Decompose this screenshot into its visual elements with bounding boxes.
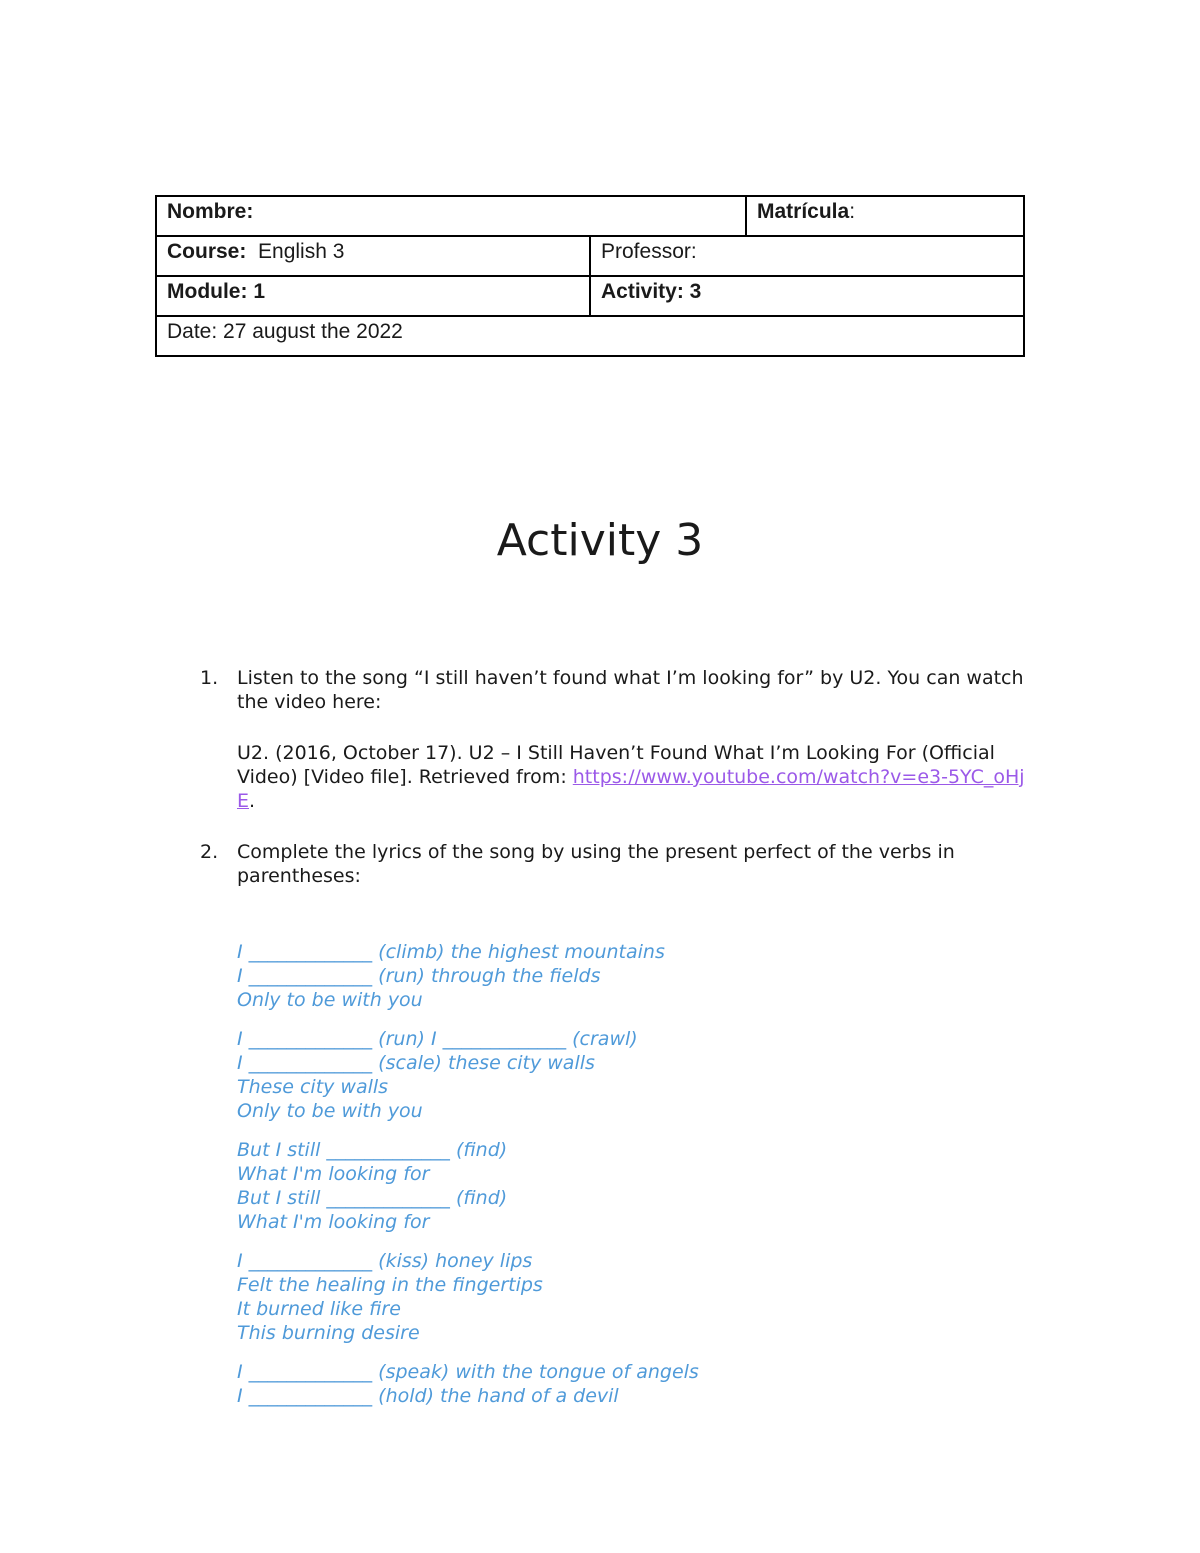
lyrics-stanza — [237, 1027, 1037, 1123]
instruction-item-1 — [200, 666, 1040, 813]
course-cell — [156, 236, 590, 276]
lyric-line: I _____________ (scale) these city walls — [237, 1052, 595, 1074]
lyric-line: Only to be with you — [237, 989, 423, 1011]
lyrics-stanza — [237, 1249, 1037, 1345]
lyric-line: I _____________ (kiss) honey lips — [237, 1250, 533, 1272]
lyric-line: What I'm looking for — [237, 1211, 430, 1233]
instructions — [200, 666, 1040, 888]
page-title: Activity 3 — [496, 515, 704, 566]
matricula-colon: : — [849, 200, 856, 223]
song-lyrics — [237, 940, 1037, 1423]
professor-cell — [590, 236, 1024, 276]
course-value: English 3 — [258, 240, 345, 263]
activity-label: Activity: 3 — [601, 280, 702, 303]
date-cell — [156, 316, 1024, 356]
nombre-cell — [156, 196, 746, 236]
course-label: Course: — [167, 240, 247, 263]
lyrics-stanza — [237, 1138, 1037, 1234]
nombre-label: Nombre: — [167, 200, 254, 223]
lyrics-stanza — [237, 1360, 1037, 1408]
module-cell — [156, 276, 590, 316]
reference-end: . — [249, 790, 256, 812]
date-label: Date: 27 august the 2022 — [167, 320, 403, 343]
lyric-line: It burned like fire — [237, 1298, 401, 1320]
student-info-table — [155, 195, 1025, 357]
instruction-item-2 — [200, 840, 1040, 888]
instruction-text: Complete the lyrics of the song by using the present perfect of the verbs in parentheses: — [237, 841, 955, 887]
info-row-name — [156, 196, 1024, 236]
lyric-line: I _____________ (hold) the hand of a devil — [237, 1385, 619, 1407]
lyric-line: I _____________ (climb) the highest mountains — [237, 941, 665, 963]
lyric-line: These city walls — [237, 1076, 389, 1098]
instruction-text: Listen to the song “I still haven’t found what I’m looking for” by U2. You can watch the video here: — [237, 667, 1024, 713]
matricula-cell — [746, 196, 1024, 236]
instruction-number: 1. — [200, 667, 219, 689]
professor-label: Professor: — [601, 240, 697, 263]
lyric-line: What I'm looking for — [237, 1163, 430, 1185]
lyrics-stanza — [237, 940, 1037, 1012]
lyric-line: But I still _____________ (find) — [237, 1187, 508, 1209]
lyric-line: But I still _____________ (find) — [237, 1139, 508, 1161]
video-reference — [237, 741, 1040, 813]
info-row-module — [156, 276, 1024, 316]
lyric-line: I _____________ (run) through the fields — [237, 965, 601, 987]
info-row-date — [156, 316, 1024, 356]
lyric-line: I _____________ (run) I _____________ (crawl) — [237, 1028, 638, 1050]
instruction-number: 2. — [200, 841, 219, 863]
lyric-line: Only to be with you — [237, 1100, 423, 1122]
activity-cell — [590, 276, 1024, 316]
video-link[interactable]: https://www.youtube.com/watch?v=e3-5YC_oHjE — [237, 766, 1025, 812]
reference-text: U2. (2016, October 17). U2 – I Still Haven’t Found What I’m Looking For (Official Video) [Video file]. Retrieved from: — [237, 742, 995, 788]
info-row-course — [156, 236, 1024, 276]
module-label: Module: 1 — [167, 280, 265, 303]
lyric-line: Felt the healing in the fingertips — [237, 1274, 543, 1296]
lyric-line: This burning desire — [237, 1322, 420, 1344]
matricula-label: Matrícula — [757, 200, 850, 223]
lyric-line: I _____________ (speak) with the tongue of angels — [237, 1361, 699, 1383]
